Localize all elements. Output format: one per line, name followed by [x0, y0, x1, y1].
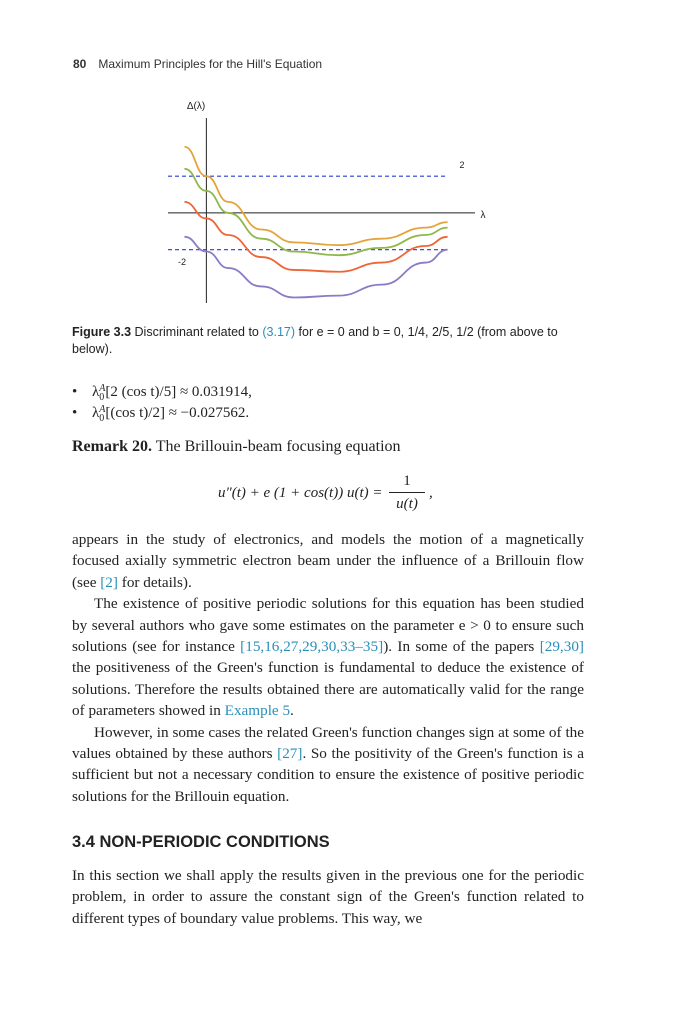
- series-line-4: [184, 237, 447, 298]
- bullet-sub: 0: [99, 412, 105, 424]
- caption-text-b: for e = 0 and b = 0, 1/4, 2/5, 1/2 (from above to below).: [72, 325, 558, 356]
- remark-20: [72, 438, 401, 456]
- caption-text-a: Discriminant related to: [134, 325, 259, 339]
- para3-text-a: However, in some cases the related Green's function changes sign at some of the values obtained by these authors: [72, 723, 584, 763]
- equation-fraction: [386, 472, 428, 513]
- paragraph-2: [72, 593, 584, 721]
- para2-text-b: ). In some of the papers: [383, 638, 540, 656]
- bullet-dot-icon: •: [72, 384, 78, 400]
- para1-tail: for details).: [117, 573, 192, 591]
- brillouin-equation: [218, 472, 478, 516]
- figure-caption: [72, 324, 584, 358]
- paragraph-4: In this section we shall apply the results given in the previous one for the periodic problem, in order to assure the constant sign of the Green's function related to different types of boundary value problems. This way, we: [72, 867, 584, 927]
- para3-text-b: . So the positivity of the Green's function is a sufficient but not a necessary condition to ensure the existence of positive periodic solutions for the Brillouin equation.: [72, 745, 584, 805]
- bullet-sup: A: [99, 403, 106, 415]
- caption-equation-link[interactable]: (3.17): [262, 325, 296, 339]
- series-line-2: [184, 169, 447, 255]
- example-5-link[interactable]: Example 5: [224, 702, 291, 720]
- figure-3-3: [160, 98, 500, 313]
- equation-lhs: u″(t) + e (1 + cos(t)) u(t) =: [218, 485, 383, 501]
- running-header: [73, 57, 322, 71]
- bullet-sub: 0: [99, 391, 105, 403]
- bullet-item-2: [72, 403, 592, 424]
- figure-label: Figure 3.3: [72, 325, 132, 339]
- ref-27-link[interactable]: [27]: [277, 745, 303, 763]
- bullet-sup: A: [99, 382, 106, 394]
- running-title: Maximum Principles for the Hill's Equation: [98, 57, 323, 71]
- bullet-dot-icon: •: [72, 405, 78, 421]
- bullet-arg: [2 (cos t)/5] ≈ 0.031914,: [105, 384, 252, 400]
- ref-29-30-link[interactable]: [29,30]: [539, 638, 584, 656]
- equation-numerator: 1: [403, 473, 411, 489]
- bullet-lambda: λ: [92, 384, 100, 400]
- bullet-arg: [(cos t)/2] ≈ −0.027562.: [105, 405, 250, 421]
- remark-text: The Brillouin-beam focusing equation: [155, 438, 401, 455]
- page-number: 80: [73, 57, 87, 71]
- paragraph-3: [72, 722, 584, 808]
- body-text: [72, 529, 584, 807]
- y-axis-label: Δ(λ): [186, 101, 206, 112]
- series-line-1: [184, 147, 447, 245]
- ref-list-link[interactable]: [15,16,27,29,30,33–35]: [240, 638, 384, 656]
- lower-level-label: -2: [177, 257, 187, 267]
- paragraph-1: [72, 529, 584, 593]
- section-heading: 3.4 NON-PERIODIC CONDITIONS: [72, 833, 330, 851]
- para2-text-d: .: [290, 702, 294, 720]
- para2-text-c: the positiveness of the Green's function is fundamental to deduce the existence of solutions. Therefore the results obtained there are automatically valid for the range of parameters showed in: [72, 659, 584, 720]
- equation-denominator: u(t): [396, 496, 418, 512]
- para2-text-a: The existence of positive periodic solutions for this equation has been studied by several authors who gave some estimates on the parameter e > 0 to ensure such solutions (see for instance: [72, 595, 584, 656]
- ref-2-link[interactable]: [2]: [100, 573, 118, 591]
- x-axis-label: λ: [480, 210, 486, 221]
- fraction-bar: [389, 492, 425, 493]
- discriminant-chart: [160, 98, 500, 313]
- equation-trail: ,: [429, 485, 433, 501]
- para1-text: appears in the study of electronics, and models the motion of a magnetically focused axially symmetric electron beam under the influence of a Brillouin flow (see: [72, 531, 584, 591]
- bullet-item-1: [72, 382, 592, 403]
- bullet-list: [72, 382, 592, 424]
- bullet-lambda: λ: [92, 405, 100, 421]
- upper-level-label: 2: [459, 160, 465, 170]
- remark-label: Remark 20.: [72, 438, 152, 455]
